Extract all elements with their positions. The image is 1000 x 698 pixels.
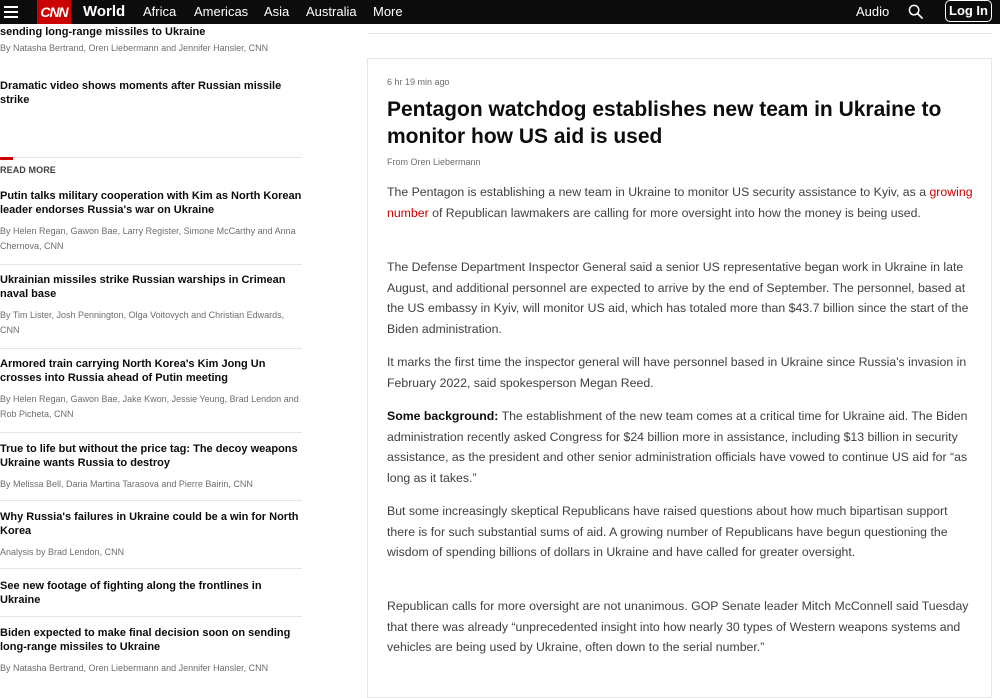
rail-item-title[interactable]: Ukrainian missiles strike Russian warships in Crimean naval base: [0, 274, 286, 300]
rail-item-byline: Analysis by Brad Lendon, CNN: [0, 547, 125, 557]
rail-item-title[interactable]: True to life but without the price tag: The decoy weapons Ukraine wants Russia to destroy: [0, 443, 298, 469]
read-more-accent-bar: [0, 157, 13, 160]
article-paragraph: [387, 182, 977, 223]
rail-item[interactable]: [0, 357, 302, 422]
read-more-label: READ MORE: [0, 165, 56, 175]
rail-item[interactable]: [0, 189, 302, 254]
rail-item-title[interactable]: Armored train carrying North Korea's Kim Jong Un crosses into Russia ahead of Putin meeting: [0, 358, 266, 384]
article-paragraph: But some increasingly skeptical Republicans have raised questions about how much bipartisan support there is for such substantial sums of aid. A growing number of Republicans have begun questioning the wisdom of spending billions of dollars in Ukraine and have called for greater oversight.: [387, 504, 948, 560]
article-paragraph: The Defense Department Inspector General said a senior US representative began work in Ukraine in late August, and additional personnel are expected to arrive by the end of September. The personnel, based at the US embassy in Kyiv, will monitor US aid, which has totaled more than $43.7 billion since the start of the Biden administration.: [387, 260, 969, 336]
nav-link-africa[interactable]: Africa: [143, 4, 177, 19]
article-paragraph: It marks the first time the inspector general will have personnel based in Ukraine since Russia's invasion in February 2022, said spokesperson Megan Reed.: [387, 355, 967, 390]
left-rail: [0, 24, 305, 678]
rail-item[interactable]: [0, 626, 302, 676]
rail-item-byline: By Tim Lister, Josh Pennington, Olga Voitovych and Christian Edwards, CNN: [0, 310, 285, 335]
rail-item-byline: By Melissa Bell, Daria Martina Tarasova and Pierre Bairin, CNN: [0, 479, 253, 489]
article-headline: Pentagon watchdog establishes new team in Ukraine to monitor how US aid is used: [387, 98, 942, 148]
growing-number-link[interactable]: growing number: [387, 185, 973, 220]
rail-item-byline: By Natasha Bertrand, Oren Liebermann and Jennifer Hansler, CNN: [0, 43, 269, 53]
rail-item-byline: By Helen Regan, Gawon Bae, Larry Register, Simone McCarthy and Anna Chernova, CNN: [0, 226, 296, 251]
rail-item[interactable]: [0, 442, 302, 492]
rail-item-title[interactable]: Biden expected to make final decision soon on sending long-range missiles to Ukraine: [0, 627, 291, 653]
divider: [367, 33, 992, 34]
login-button[interactable]: Log In: [945, 0, 992, 22]
divider: [0, 264, 302, 265]
paragraph-text: of Republican lawmakers are calling for more oversight into how the money is being used.: [428, 205, 921, 220]
search-icon[interactable]: [908, 4, 923, 19]
section-title-world[interactable]: World: [83, 3, 126, 20]
rail-item-partial[interactable]: [0, 25, 302, 56]
rail-item[interactable]: [0, 273, 302, 338]
divider: [0, 348, 302, 349]
post-timestamp: 6 hr 19 min ago: [387, 77, 450, 87]
paragraph-lead: Some background:: [387, 409, 499, 423]
divider: [0, 568, 302, 569]
top-navigation-bar: [0, 0, 1000, 24]
divider: [0, 616, 302, 617]
nav-link-americas[interactable]: Americas: [194, 4, 249, 19]
audio-link[interactable]: Audio: [856, 4, 890, 19]
rail-item-title[interactable]: sending long-range missiles to Ukraine: [0, 26, 206, 38]
rail-item-title[interactable]: Dramatic video shows moments after Russian missile strike: [0, 80, 282, 106]
nav-link-more[interactable]: More: [373, 4, 403, 19]
rail-item-video[interactable]: [0, 79, 302, 107]
rail-item[interactable]: [0, 579, 302, 607]
hamburger-menu-icon[interactable]: [4, 3, 18, 19]
article-paragraph: Republican calls for more oversight are not unanimous. GOP Senate leader Mitch McConnell said Tuesday that there was already “unprecedented insight into how nearly 30 types of Western weapons systems and vehicles are being used by Ukraine, often down to the serial number.”: [387, 599, 969, 655]
nav-link-australia[interactable]: Australia: [306, 4, 357, 19]
article-paragraph: [387, 406, 977, 488]
divider: [0, 500, 302, 501]
rail-item-title[interactable]: Putin talks military cooperation with Kim as North Korean leader endorses Russia's war on Ukraine: [0, 190, 302, 216]
rail-item-title[interactable]: See new footage of fighting along the frontlines in Ukraine: [0, 580, 262, 606]
paragraph-text: The Pentagon is establishing a new team in Ukraine to monitor US security assistance to Kyiv, as a: [387, 185, 930, 199]
rail-item-byline: By Natasha Bertrand, Oren Liebermann and Jennifer Hansler, CNN: [0, 663, 269, 673]
divider: [0, 157, 302, 158]
cnn-logo[interactable]: CNN: [37, 0, 71, 24]
article-byline: From Oren Liebermann: [387, 157, 481, 167]
rail-item-byline: By Helen Regan, Gawon Bae, Jake Kwon, Jessie Yeung, Brad Lendon and Rob Picheta, CNN: [0, 394, 299, 419]
rail-item[interactable]: [0, 510, 302, 560]
divider: [0, 432, 302, 433]
nav-link-asia[interactable]: Asia: [264, 4, 290, 19]
paragraph-text: The establishment of the new team comes at a critical time for Ukraine aid. The Biden administration recently asked Congress for $24 billion more in assistance, including $13 billion in security assistance, as the president and other senior administration officials have vowed to continue US aid for “as long as it takes.”: [387, 409, 968, 485]
rail-item-title[interactable]: Why Russia's failures in Ukraine could be a win for North Korea: [0, 511, 299, 537]
